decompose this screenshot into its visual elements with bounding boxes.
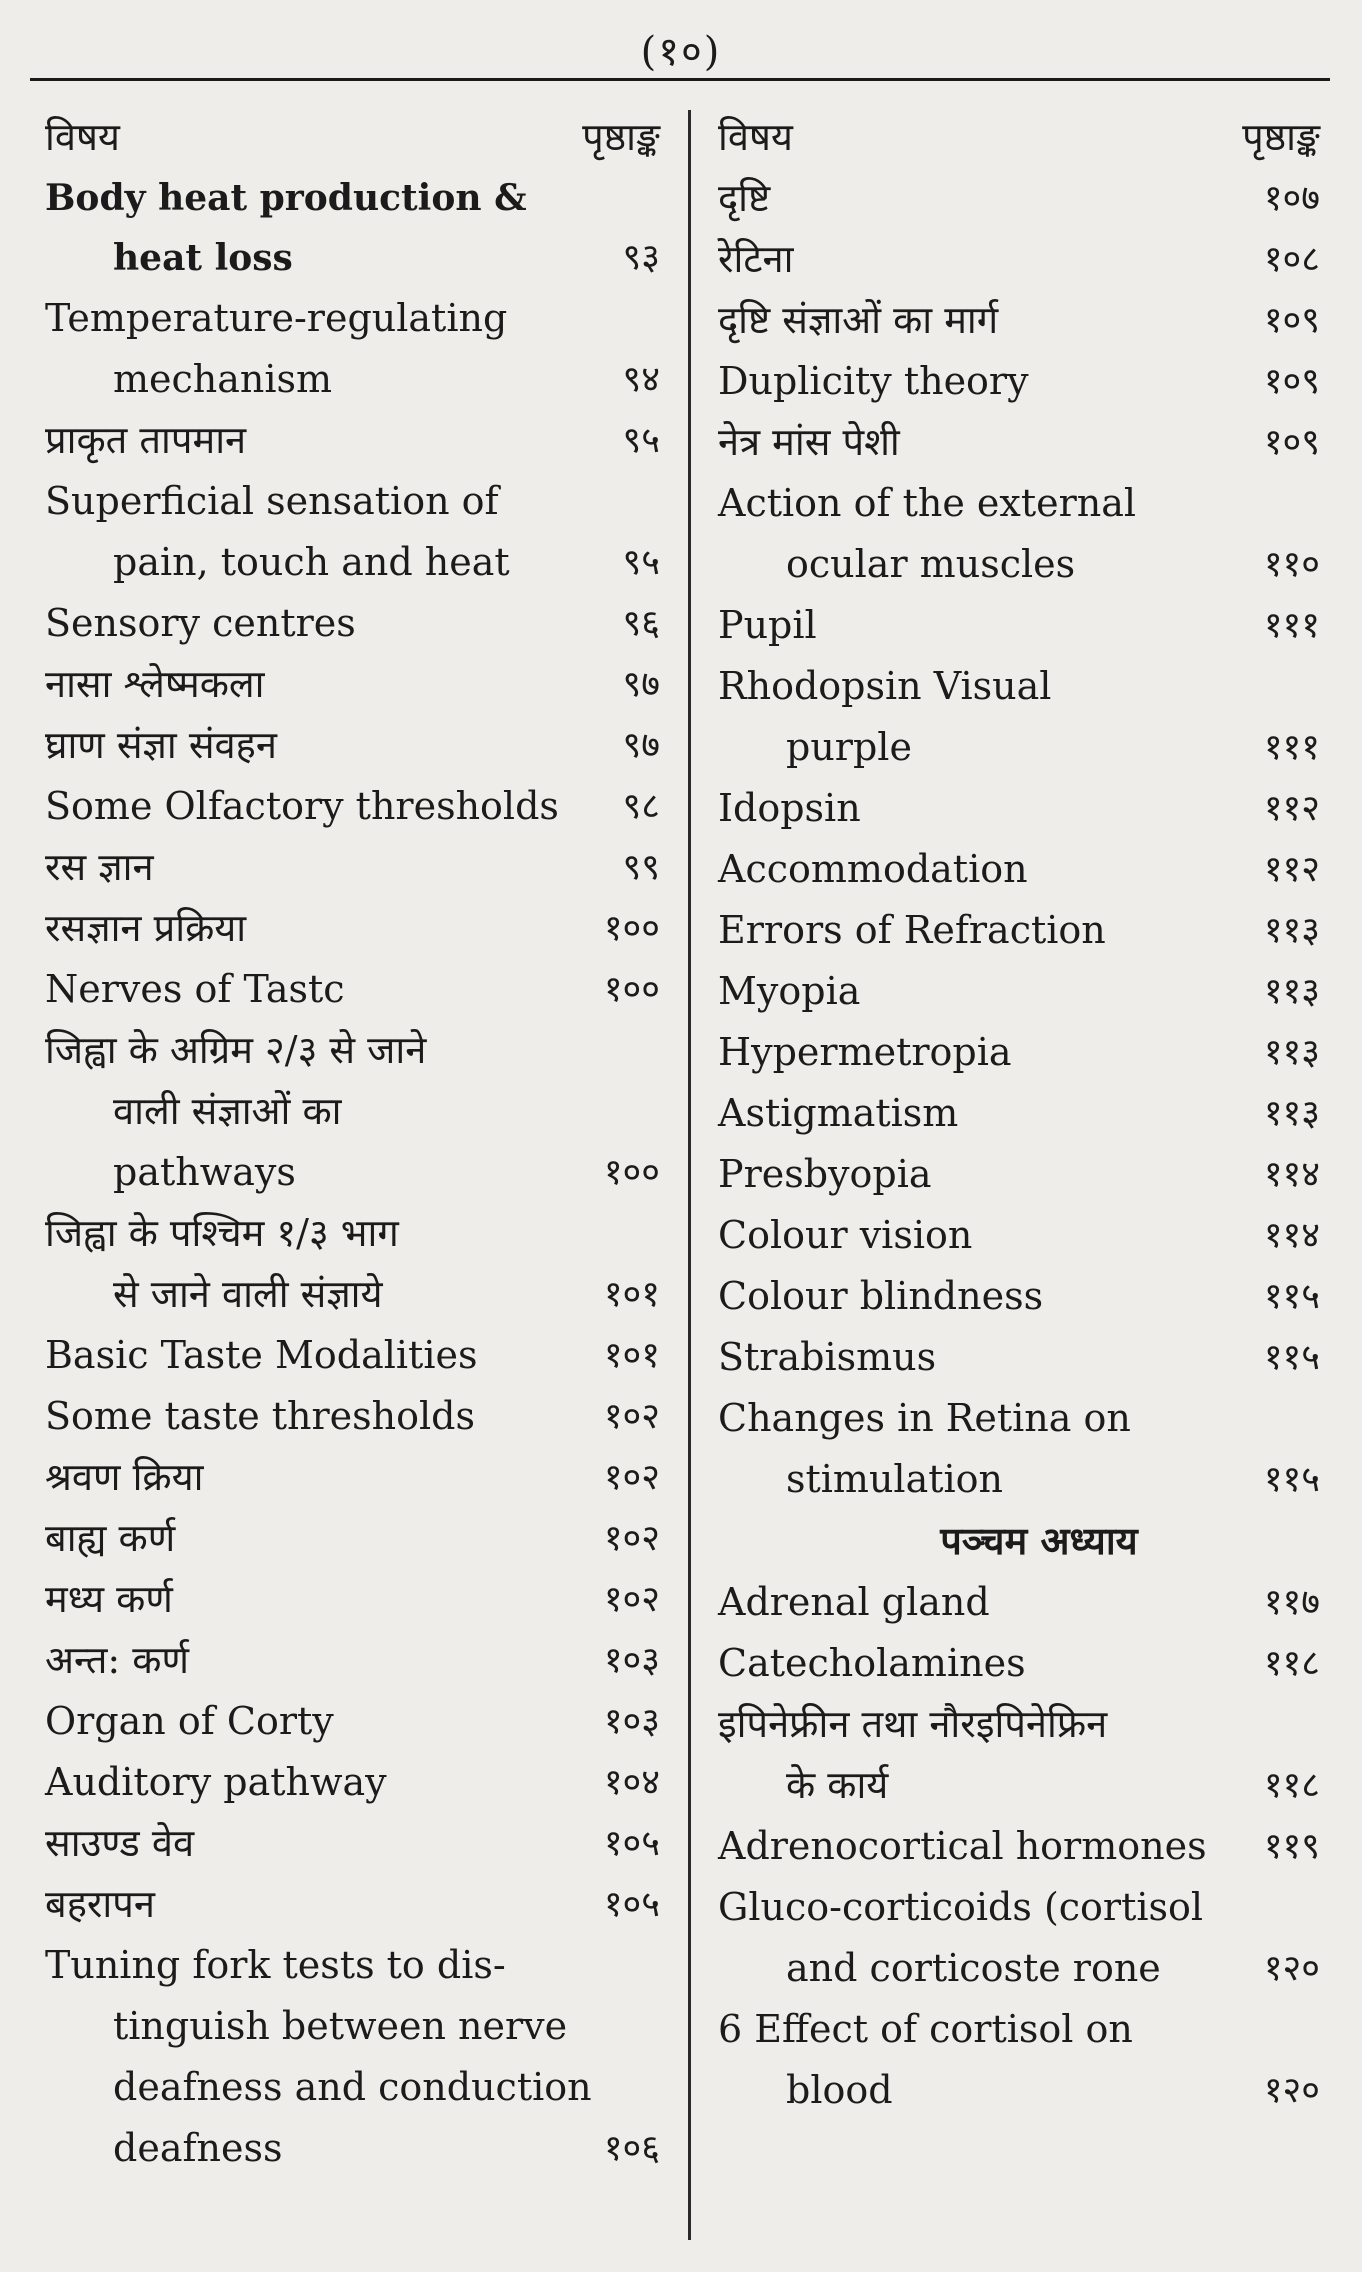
toc-entry xyxy=(718,290,1320,351)
page-header: पृष्ठाङ्क xyxy=(582,115,660,159)
right-column xyxy=(718,110,1320,2121)
entry-page-number: ९६ xyxy=(622,603,660,644)
entry-page-number: ११२ xyxy=(1263,849,1320,890)
toc-entry xyxy=(45,410,660,471)
entry-title-line: pathways xyxy=(113,1150,296,1194)
entry-title xyxy=(45,837,607,898)
chapter-heading: पञ्चम अध्याय xyxy=(940,1518,1138,1563)
entry-title-line: इपिनेफ्रीन तथा नौरइपिनेफ्रिन xyxy=(718,1702,1108,1746)
entry-title-line: घ्राण संज्ञा संवहन xyxy=(45,723,277,767)
entry-page-number: १०० xyxy=(603,969,660,1010)
entry-title-line: Pupil xyxy=(718,603,817,647)
entry-page-number: १०३ xyxy=(603,1640,660,1681)
entry-title xyxy=(45,1630,588,1691)
entry-title-line: deafness and conduction xyxy=(113,2065,592,2109)
toc-entry xyxy=(718,900,1320,961)
entry-page-number: १०२ xyxy=(603,1457,660,1498)
entry-title xyxy=(718,351,1248,412)
entry-page-number: ११२ xyxy=(1263,788,1320,829)
entry-title-line: से जाने वाली संज्ञाये xyxy=(113,1272,383,1316)
toc-entry xyxy=(718,1877,1320,1999)
entry-page-number: १०४ xyxy=(603,1762,660,1803)
entry-page-number: १११ xyxy=(1263,605,1320,646)
entry-title-line: Colour blindness xyxy=(718,1274,1044,1318)
toc-entry xyxy=(45,837,660,898)
toc-entry xyxy=(45,1935,660,2179)
entry-page-number: १०२ xyxy=(603,1579,660,1620)
entry-page-number: १०२ xyxy=(603,1396,660,1437)
toc-entry xyxy=(718,961,1320,1022)
entry-title-line: Colour vision xyxy=(718,1213,973,1257)
toc-entry xyxy=(45,776,660,837)
entry-title xyxy=(718,1572,1248,1633)
entry-title xyxy=(718,839,1248,900)
toc-entry xyxy=(718,168,1320,229)
entry-title-line: Some taste thresholds xyxy=(45,1394,476,1438)
entry-title xyxy=(718,1083,1248,1144)
entry-title-line: pain, touch and heat xyxy=(113,540,510,584)
entry-page-number: १०५ xyxy=(603,1884,660,1925)
entry-page-number: १०९ xyxy=(1263,361,1320,402)
toc-entry xyxy=(45,1630,660,1691)
subject-header: विषय xyxy=(718,115,793,159)
toc-entry xyxy=(45,1691,660,1752)
entry-title xyxy=(45,168,607,288)
toc-entry xyxy=(45,715,660,776)
column-divider xyxy=(688,110,691,2240)
entry-page-number: ९९ xyxy=(622,847,660,888)
entry-title-line: 6 Effect of cortisol on xyxy=(718,2007,1133,2051)
entry-title-line: के कार्य xyxy=(786,1763,889,1807)
entry-title-line: Temperature-regulating xyxy=(45,296,508,340)
entry-title-line: मध्य कर्ण xyxy=(45,1577,173,1621)
entry-title xyxy=(45,1874,588,1935)
right-entry-list xyxy=(718,168,1320,2121)
left-entry-list xyxy=(45,168,660,2179)
entry-title-line: नेत्र मांस पेशी xyxy=(718,420,900,464)
toc-entry xyxy=(718,1633,1320,1694)
toc-entry xyxy=(45,1752,660,1813)
entry-title-line: Changes in Retina on xyxy=(718,1396,1131,1440)
entry-title-line: Hypermetropia xyxy=(718,1030,1012,1074)
entry-page-number: १०९ xyxy=(1263,300,1320,341)
toc-entry xyxy=(718,351,1320,412)
entry-title-line: deafness xyxy=(113,2126,283,2170)
entry-page-number: ११५ xyxy=(1263,1337,1320,1378)
toc-entry xyxy=(718,229,1320,290)
page-number: (१०) xyxy=(640,29,722,75)
entry-title xyxy=(718,1633,1248,1694)
entry-page-number: १०६ xyxy=(603,2128,660,2169)
toc-entry xyxy=(45,1203,660,1325)
entry-title xyxy=(718,900,1248,961)
entry-title-line: वाली संज्ञाओं का xyxy=(113,1089,342,1133)
entry-title xyxy=(718,1999,1248,2121)
entry-page-number: ९८ xyxy=(622,786,660,827)
entry-page-number: ११७ xyxy=(1263,1582,1320,1623)
entry-title xyxy=(718,1816,1248,1877)
toc-entry xyxy=(718,1205,1320,1266)
toc-entry xyxy=(718,656,1320,778)
entry-title-line: अन्त: कर्ण xyxy=(45,1638,189,1682)
toc-entry xyxy=(718,1327,1320,1388)
toc-entry xyxy=(45,1020,660,1203)
toc-entry xyxy=(45,1386,660,1447)
toc-entry xyxy=(45,959,660,1020)
entry-page-number: ११३ xyxy=(1263,1093,1320,1134)
entry-title xyxy=(45,471,607,593)
toc-entry xyxy=(718,839,1320,900)
entry-title-line: साउण्ड वेव xyxy=(45,1821,195,1865)
entry-page-number: १०१ xyxy=(603,1274,660,1315)
toc-entry xyxy=(718,1144,1320,1205)
entry-title xyxy=(45,654,607,715)
entry-title xyxy=(718,1266,1248,1327)
entry-page-number: १०९ xyxy=(1263,422,1320,463)
entry-title xyxy=(718,1327,1248,1388)
entry-page-number: १२० xyxy=(1263,2070,1320,2111)
entry-title xyxy=(718,595,1248,656)
entry-title xyxy=(718,412,1248,473)
entry-title xyxy=(718,168,1248,229)
entry-title xyxy=(45,1752,588,1813)
entry-title xyxy=(45,1935,592,2179)
entry-page-number: १०० xyxy=(603,908,660,949)
entry-title-line: Astigmatism xyxy=(718,1091,959,1135)
entry-title xyxy=(45,959,588,1020)
entry-page-number: ११८ xyxy=(1263,1643,1320,1684)
entry-page-number: ११८ xyxy=(1263,1765,1320,1806)
toc-entry xyxy=(45,1569,660,1630)
entry-title xyxy=(45,1691,588,1752)
entry-title xyxy=(45,1386,588,1447)
toc-entry xyxy=(718,473,1320,595)
entry-title xyxy=(45,1813,588,1874)
entry-title xyxy=(45,593,607,654)
entry-title xyxy=(718,778,1248,839)
entry-title-line: tinguish between nerve xyxy=(113,2004,568,2048)
entry-title-line: mechanism xyxy=(113,357,333,401)
entry-page-number: ११४ xyxy=(1263,1154,1320,1195)
entry-title-line: Basic Taste Modalities xyxy=(45,1333,478,1377)
entry-title-line: Organ of Corty xyxy=(45,1699,334,1743)
entry-title-line: Accommodation xyxy=(718,847,1028,891)
entry-title-line: and corticoste rone xyxy=(786,1946,1161,1990)
entry-title-line: Strabismus xyxy=(718,1335,937,1379)
entry-title xyxy=(718,1205,1248,1266)
entry-page-number: १०५ xyxy=(603,1823,660,1864)
entry-page-number: ९५ xyxy=(622,542,660,583)
entry-page-number: १०२ xyxy=(603,1518,660,1559)
entry-page-number: १११ xyxy=(1263,727,1320,768)
toc-entry xyxy=(718,1999,1320,2121)
entry-title-line: प्राकृत तापमान xyxy=(45,418,247,462)
entry-page-number: १०१ xyxy=(603,1335,660,1376)
entry-title-line: heat loss xyxy=(113,237,293,279)
entry-title xyxy=(45,1325,588,1386)
entry-title-line: Body heat production & xyxy=(45,177,527,219)
toc-entry xyxy=(718,1572,1320,1633)
right-column-header xyxy=(718,110,1320,168)
entry-title-line: Action of the external xyxy=(718,481,1137,525)
toc-entry xyxy=(45,593,660,654)
toc-entry xyxy=(45,1447,660,1508)
entry-page-number: ९३ xyxy=(622,237,660,278)
entry-title-line: श्रवण क्रिया xyxy=(45,1455,204,1499)
entry-page-number: ९७ xyxy=(622,664,660,705)
toc-entry xyxy=(718,1022,1320,1083)
entry-title-line: Myopia xyxy=(718,969,861,1013)
left-column-header xyxy=(45,110,660,168)
entry-title xyxy=(718,473,1248,595)
entry-title-line: stimulation xyxy=(786,1457,1004,1501)
entry-page-number: ११३ xyxy=(1263,1032,1320,1073)
entry-page-number: ११३ xyxy=(1263,971,1320,1012)
entry-title xyxy=(45,288,607,410)
toc-entry xyxy=(718,1694,1320,1816)
toc-entry xyxy=(718,778,1320,839)
entry-page-number: ११४ xyxy=(1263,1215,1320,1256)
entry-title xyxy=(45,898,588,959)
entry-page-number: ११५ xyxy=(1263,1459,1320,1500)
entry-title-line: Adrenal gland xyxy=(718,1580,990,1624)
entry-title xyxy=(718,1022,1248,1083)
entry-title-line: बहरापन xyxy=(45,1882,155,1926)
entry-title xyxy=(718,961,1248,1022)
toc-entry xyxy=(45,288,660,410)
entry-title xyxy=(718,229,1248,290)
subject-header: विषय xyxy=(45,115,120,159)
entry-title xyxy=(45,715,607,776)
entry-page-number: ११० xyxy=(1263,544,1320,585)
entry-page-number: ९४ xyxy=(622,359,660,400)
entry-title xyxy=(718,656,1248,778)
entry-title-line: Errors of Refraction xyxy=(718,908,1106,952)
toc-entry xyxy=(718,1388,1320,1510)
entry-page-number: ९७ xyxy=(622,725,660,766)
entry-title-line: Superficial sensation of xyxy=(45,479,499,523)
entry-title xyxy=(718,1144,1248,1205)
entry-page-number: ११५ xyxy=(1263,1276,1320,1317)
toc-entry xyxy=(718,595,1320,656)
entry-title-line: Presbyopia xyxy=(718,1152,932,1196)
entry-title-line: बाह्य कर्ण xyxy=(45,1516,176,1560)
left-column xyxy=(45,110,660,2179)
entry-title-line: ocular muscles xyxy=(786,542,1076,586)
entry-title-line: जिह्वा के अग्रिम २/३ से जाने xyxy=(45,1028,427,1072)
entry-title-line: जिह्वा के पश्चिम १/३ भाग xyxy=(45,1211,399,1255)
toc-entry xyxy=(718,412,1320,473)
entry-title-line: Auditory pathway xyxy=(45,1760,387,1804)
entry-title-line: blood xyxy=(786,2068,893,2112)
entry-title-line: Tuning fork tests to dis- xyxy=(45,1943,506,1987)
entry-title-line: purple xyxy=(786,725,912,769)
toc-entry xyxy=(45,1874,660,1935)
toc-entry xyxy=(45,654,660,715)
entry-page-number: ९५ xyxy=(622,420,660,461)
entry-page-number: १०० xyxy=(603,1152,660,1193)
toc-entry xyxy=(45,1325,660,1386)
entry-page-number: १०३ xyxy=(603,1701,660,1742)
entry-title-line: दृष्टि संज्ञाओं का मार्ग xyxy=(718,298,999,342)
entry-title-line: Adrenocortical hormones xyxy=(718,1824,1207,1868)
page-header: पृष्ठाङ्क xyxy=(1242,115,1320,159)
entry-title-line: Some Olfactory thresholds xyxy=(45,784,559,828)
toc-entry xyxy=(718,1083,1320,1144)
entry-title xyxy=(45,1020,588,1203)
entry-page-number: ११३ xyxy=(1263,910,1320,951)
entry-title xyxy=(45,776,607,837)
entry-title xyxy=(45,1447,588,1508)
entry-title xyxy=(718,1877,1248,1999)
entry-title-line: रस ज्ञान xyxy=(45,845,154,889)
toc-entry xyxy=(718,1816,1320,1877)
entry-title xyxy=(45,410,607,471)
entry-title xyxy=(45,1569,588,1630)
entry-title-line: Nerves of Tastc xyxy=(45,967,345,1011)
entry-page-number: १०७ xyxy=(1263,178,1320,219)
entry-title-line: Rhodopsin Visual xyxy=(718,664,1052,708)
toc-entry xyxy=(45,168,660,288)
entry-page-number: १०८ xyxy=(1263,239,1320,280)
entry-page-number: १२० xyxy=(1263,1948,1320,1989)
entry-title-line: रसज्ञान प्रक्रिया xyxy=(45,906,247,950)
entry-title-line: नासा श्लेष्मकला xyxy=(45,662,265,706)
entry-title xyxy=(45,1203,588,1325)
entry-title xyxy=(718,1694,1248,1816)
entry-title-line: Idopsin xyxy=(718,786,861,830)
entry-title-line: दृष्टि xyxy=(718,176,771,220)
entry-title-line: Duplicity theory xyxy=(718,359,1029,403)
toc-entry xyxy=(45,471,660,593)
entry-title xyxy=(718,1388,1248,1510)
entry-title-line: Catecholamines xyxy=(718,1641,1026,1685)
toc-entry xyxy=(45,1508,660,1569)
entry-title xyxy=(45,1508,588,1569)
toc-entry xyxy=(45,898,660,959)
toc-entry xyxy=(718,1266,1320,1327)
entry-title-line: Gluco-corticoids (cortisol xyxy=(718,1885,1204,1929)
top-rule xyxy=(30,78,1330,81)
entry-page-number: ११९ xyxy=(1263,1826,1320,1867)
entry-title-line: रेटिना xyxy=(718,237,794,281)
entry-title xyxy=(718,290,1248,351)
toc-entry xyxy=(45,1813,660,1874)
entry-title-line: Sensory centres xyxy=(45,601,356,645)
